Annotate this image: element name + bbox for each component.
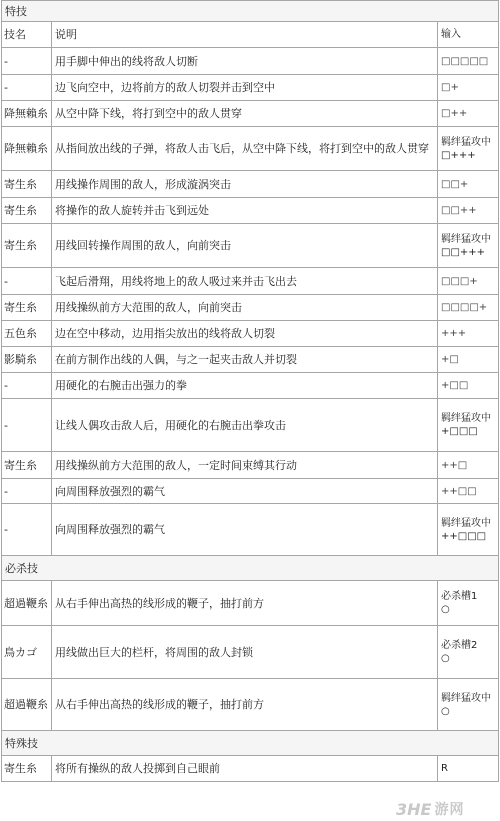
skill-input: □++	[438, 101, 499, 127]
skill-input: □□++	[438, 198, 499, 224]
table-row	[2, 373, 499, 399]
header-input: 输入	[438, 22, 499, 48]
skill-input: R	[438, 756, 499, 782]
table-row	[2, 48, 499, 75]
header-row	[2, 22, 499, 48]
skill-name: 降無賴糸	[2, 101, 52, 127]
table-row	[2, 452, 499, 479]
skill-name: -	[2, 373, 52, 399]
watermark-cn-text: 游网	[434, 802, 465, 818]
skill-desc: 从空中降下线，将打到空中的敌人贯穿	[52, 101, 438, 127]
skill-input: ++□□	[438, 479, 499, 504]
skill-input: 必杀槽1 ○	[438, 581, 499, 626]
header-desc: 说明	[52, 22, 438, 48]
skill-input: ++□	[438, 452, 499, 479]
table-row	[2, 581, 499, 626]
table-row	[2, 504, 499, 556]
skill-desc: 用线操作周围的敌人，形成漩涡突击	[52, 171, 438, 198]
skill-name: 超過鞭糸	[2, 581, 52, 626]
skill-desc: 将操作的敌人旋转并击飞到远处	[52, 198, 438, 224]
section-row-special	[2, 1, 499, 22]
skill-desc: 边飞向空中，边将前方的敌人切裂并击到空中	[52, 75, 438, 101]
skill-desc: 飞起后滑翔，用线将地上的敌人吸过来并击飞出去	[52, 268, 438, 295]
table-row	[2, 268, 499, 295]
skill-input: □□□+	[438, 268, 499, 295]
skill-desc: 边在空中移动，边用指尖放出的线将敌人切裂	[52, 321, 438, 347]
skill-desc: 从右手伸出高热的线形成的鞭子，抽打前方	[52, 679, 438, 731]
skill-input: 羁绊猛攻中 +□□□	[438, 399, 499, 452]
skill-desc: 从右手伸出高热的线形成的鞭子，抽打前方	[52, 581, 438, 626]
section-title: 特殊技	[2, 731, 499, 756]
skill-desc: 让线人偶攻击敌人后，用硬化的右腕击出拳攻击	[52, 399, 438, 452]
table-row	[2, 127, 499, 171]
table-row	[2, 399, 499, 452]
skill-name: 寄生糸	[2, 224, 52, 268]
skill-name: -	[2, 268, 52, 295]
table-row	[2, 479, 499, 504]
skill-desc: 用线回转操作周围的敌人，向前突击	[52, 224, 438, 268]
table-row	[2, 679, 499, 731]
skill-name: 寄生糸	[2, 452, 52, 479]
skill-input: □□□□+	[438, 295, 499, 321]
table-row	[2, 347, 499, 373]
skill-desc: 向周围释放强烈的霸气	[52, 504, 438, 556]
skill-name: -	[2, 75, 52, 101]
skill-desc: 用手脚中伸出的线将敌人切断	[52, 48, 438, 75]
section-title: 必杀技	[2, 556, 499, 581]
skill-name: 超過鞭糸	[2, 679, 52, 731]
skill-name: -	[2, 399, 52, 452]
table-row	[2, 224, 499, 268]
skill-desc: 在前方制作出线的人偶，与之一起夹击敌人并切裂	[52, 347, 438, 373]
table-row	[2, 756, 499, 782]
section-row-unique	[2, 731, 499, 756]
skill-name: -	[2, 504, 52, 556]
skill-name: -	[2, 479, 52, 504]
table-row	[2, 626, 499, 679]
skill-desc: 用线做出巨大的栏杆，将周围的敌人封锁	[52, 626, 438, 679]
skill-desc: 将所有操纵的敌人投掷到自己眼前	[52, 756, 438, 782]
skill-name: 鳥カゴ	[2, 626, 52, 679]
skill-name: 寄生糸	[2, 295, 52, 321]
skill-input: 羁绊猛攻中 ○	[438, 679, 499, 731]
skill-desc: 用线操纵前方大范围的敌人，向前突击	[52, 295, 438, 321]
skill-input: □□□□□	[438, 48, 499, 75]
section-row-ultimate	[2, 556, 499, 581]
skill-name: 影騎糸	[2, 347, 52, 373]
site-watermark	[396, 799, 494, 819]
skill-table	[1, 0, 499, 782]
skill-input: +□	[438, 347, 499, 373]
table-row	[2, 198, 499, 224]
skill-name: 降無賴糸	[2, 127, 52, 171]
skill-input: □+	[438, 75, 499, 101]
skill-input: □□+	[438, 171, 499, 198]
table-row	[2, 75, 499, 101]
skill-desc: 向周围释放强烈的霸气	[52, 479, 438, 504]
table-row	[2, 101, 499, 127]
table-row	[2, 321, 499, 347]
table-row	[2, 295, 499, 321]
skill-desc: 从指间放出线的子弹，将敌人击飞后，从空中降下线，将打到空中的敌人贯穿	[52, 127, 438, 171]
table-row	[2, 171, 499, 198]
skill-name: 寄生糸	[2, 171, 52, 198]
section-title: 特技	[2, 1, 499, 22]
skill-input: +□□	[438, 373, 499, 399]
skill-desc: 用硬化的右腕击出强力的拳	[52, 373, 438, 399]
skill-name: 五色糸	[2, 321, 52, 347]
skill-input: 羁绊猛攻中 ++□□□	[438, 504, 499, 556]
skill-name: 寄生糸	[2, 756, 52, 782]
skill-input: +++	[438, 321, 499, 347]
watermark-logo-text: 3HE	[396, 799, 432, 819]
skill-name: 寄生糸	[2, 198, 52, 224]
skill-name: -	[2, 48, 52, 75]
skill-input: 羁绊猛攻中 □□+++	[438, 224, 499, 268]
header-name: 技名	[2, 22, 52, 48]
skill-input: 必杀槽2 ○	[438, 626, 499, 679]
skill-input: 羁绊猛攻中 □+++	[438, 127, 499, 171]
skill-desc: 用线操纵前方大范围的敌人，一定时间束缚其行动	[52, 452, 438, 479]
